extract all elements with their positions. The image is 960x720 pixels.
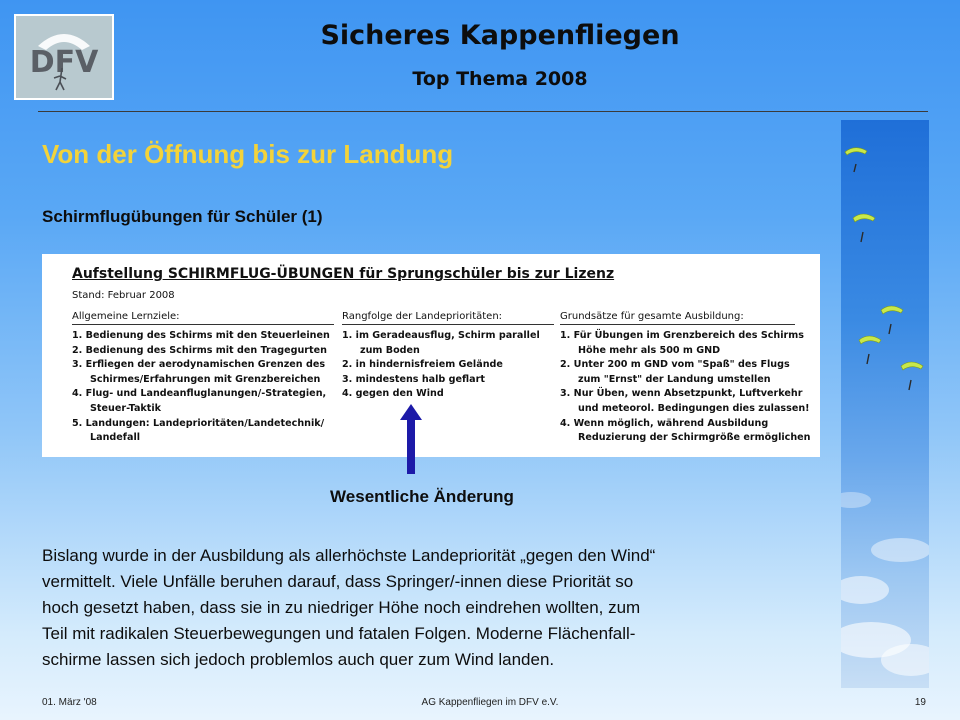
item-line: 3. Erfliegen der aerodynamischen Grenzen des: [72, 359, 326, 371]
list-item: [560, 417, 811, 446]
item-line-continued: Höhe mehr als 500 m GND: [578, 344, 721, 356]
list-item: [342, 329, 554, 358]
list-item: [342, 358, 554, 373]
list-item: [72, 344, 334, 359]
body-line: schirme lassen sich jedoch problemlos auch quer zum Wind landen.: [42, 650, 555, 669]
list-item: [560, 387, 810, 416]
column-header: Grundsätze für gesamte Ausbildung:: [560, 311, 795, 325]
slide-heading: Von der Öffnung bis zur Landung: [42, 139, 454, 169]
item-line: 1. Bedienung des Schirms mit den Steuerleinen: [72, 330, 330, 341]
item-line: 4. gegen den Wind: [342, 388, 444, 400]
dfv-logo-graphic: [16, 16, 112, 98]
item-line: 5. Landungen: Landeprioritäten/Landetechnik/: [72, 417, 325, 429]
section-label: Schirmflugübungen für Schüler (1): [42, 207, 323, 226]
up-arrow-icon: [399, 404, 423, 474]
list-item: [560, 329, 804, 358]
parachutists-image: [841, 120, 929, 688]
column-landeprioritaeten: [342, 311, 554, 402]
body-line: vermittelt. Viele Unfälle beruhen darauf, dass Springer/-innen diese Priorität so: [42, 572, 634, 591]
column-header: Rangfolge der Landeprioritäten:: [342, 311, 554, 325]
page-number: 19: [914, 697, 926, 708]
footer-organization: AG Kappenfliegen im DFV e.V.: [421, 697, 559, 708]
item-line-continued: und meteorol. Bedingungen dies zulassen!: [578, 402, 810, 414]
change-caption: Wesentliche Änderung: [330, 487, 514, 506]
item-line: 3. Nur Üben, wenn Absetzpunkt, Luftverkehr: [560, 388, 803, 400]
list-item: [560, 358, 795, 387]
column-header: Allgemeine Lernziele:: [72, 311, 334, 325]
list-item: [72, 358, 334, 387]
item-line: 1. Für Übungen im Grenzbereich des Schirms: [560, 330, 804, 341]
sky-photo: [841, 120, 929, 688]
list-item: [72, 387, 334, 416]
item-list: [72, 329, 334, 446]
item-line: 3. mindestens halb geflart: [342, 373, 485, 385]
list-item: [342, 373, 554, 388]
exercise-table: [42, 254, 820, 457]
item-line-continued: zum Boden: [360, 344, 420, 356]
item-line: 4. Wenn möglich, während Ausbildung: [560, 417, 769, 429]
item-line: 2. in hindernisfreiem Gelände: [342, 359, 503, 371]
item-line-continued: Landefall: [90, 432, 141, 444]
item-line-continued: Schirmes/Erfahrungen mit Grenzbereichen: [90, 373, 321, 385]
list-item: [72, 329, 334, 344]
table-title: Aufstellung SCHIRMFLUG-ÜBUNGEN für Sprungschüler bis zur Lizenz: [72, 266, 615, 282]
body-paragraph: [42, 543, 832, 673]
item-line-continued: zum "Ernst" der Landung umstellen: [578, 373, 771, 385]
header-divider: [38, 111, 928, 112]
item-list: [342, 329, 554, 402]
column-grundsaetze: [560, 311, 811, 446]
table-stand: Stand: Februar 2008: [72, 290, 175, 301]
column-lernziele: [72, 311, 334, 446]
item-line: 1. im Geradeausflug, Schirm parallel: [342, 330, 540, 341]
item-list: [560, 329, 811, 446]
item-line: 2. Bedienung des Schirms mit den Tragegurten: [72, 344, 327, 356]
body-line: hoch gesetzt haben, dass sie in zu niedriger Höhe noch eindrehen wollten, zum: [42, 598, 641, 617]
footer-date: 01. März '08: [42, 697, 97, 708]
body-line: Bislang wurde in der Ausbildung als allerhöchste Landepriorität „gegen den Wind“: [42, 546, 656, 565]
dfv-logo: [14, 14, 114, 100]
item-line: 4. Flug- und Landeanfluglanungen/-Strategien,: [72, 388, 327, 400]
slide-title: Sicheres Kappenfliegen: [320, 20, 680, 51]
body-line: Teil mit radikalen Steuerbewegungen und fatalen Folgen. Moderne Flächenfall-: [42, 624, 636, 643]
logo-text: DFV: [29, 45, 99, 80]
item-line-continued: Steuer-Taktik: [90, 402, 162, 414]
item-line: 2. Unter 200 m GND vom "Spaß" des Flugs: [560, 359, 790, 371]
list-item: [72, 417, 334, 446]
slide-subtitle: Top Thema 2008: [412, 68, 588, 90]
list-item: [342, 387, 554, 402]
item-line-continued: Reduzierung der Schirmgröße ermöglichen: [578, 432, 811, 444]
